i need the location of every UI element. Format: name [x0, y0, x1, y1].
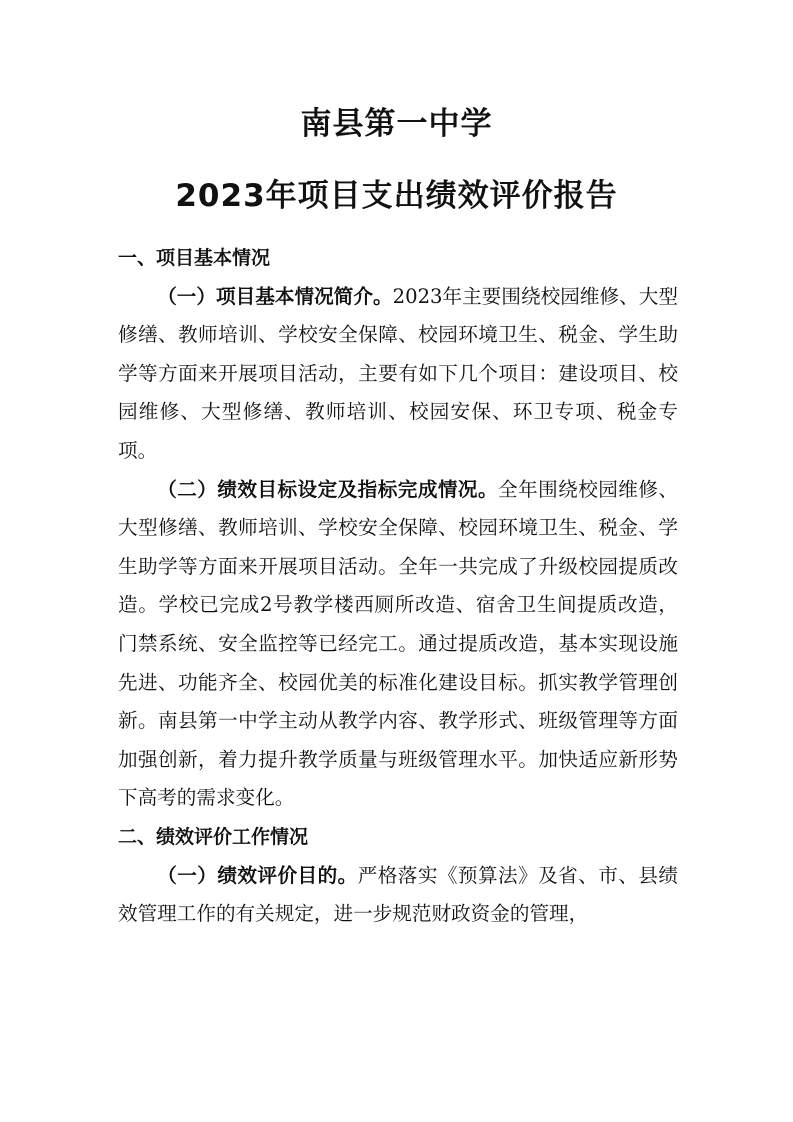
paragraph-text: 2023年主要围绕校园维修、大型修缮、教师培训、学校安全保障、校园环境卫生、税金、学生助学等方面来开展项目活动，主要有如下几个项目：建设项目、校园维修、大型修缮、教师培训、校园安保、环卫专项、税金专项。: [118, 284, 678, 462]
paragraph-performance-goals: [118, 471, 678, 818]
paragraph-lead: （二）绩效目标设定及指标完成情况。: [157, 477, 499, 501]
paragraph-project-overview: [118, 278, 678, 471]
section-heading-evaluation-work: 二、绩效评价工作情况: [118, 825, 309, 848]
document-title-report: 2023年项目支出绩效评价报告: [175, 178, 618, 214]
document-body: [118, 239, 678, 934]
document-title-school: 南县第一中学: [300, 106, 493, 142]
paragraph-lead: （一）绩效评价目的。: [157, 863, 358, 887]
paragraph-lead: （一）项目基本情况简介。: [157, 284, 393, 308]
section-heading-basic-info: 一、项目基本情况: [118, 247, 271, 269]
paragraph-text: 严格落实《预算法》及省、市、县绩效管理工作的有关规定，进一步规范财政资金的管理，: [118, 863, 679, 926]
paragraph-text: 全年围绕校园维修、大型修缮、教师培训、学校安全保障、校园环境卫生、税金、学生助学等方面来开展项目活动。全年一共完成了升级校园提质改造。学校已完成2号教学楼西厕所改造、宿舍卫生间提质改造，门禁系统、安全监控等已经完工。通过提质改造，基本实现设施先进、功能齐全、校园优美的标准化建设目标。抓实教学管理创新。南县第一中学主动从教学内容、教学形式、班级管理等方面加强创新，着力提升教学质量与班级管理水平。加快适应新形势下高考的需求变化。: [118, 477, 678, 810]
paragraph-evaluation-purpose: [118, 857, 678, 934]
